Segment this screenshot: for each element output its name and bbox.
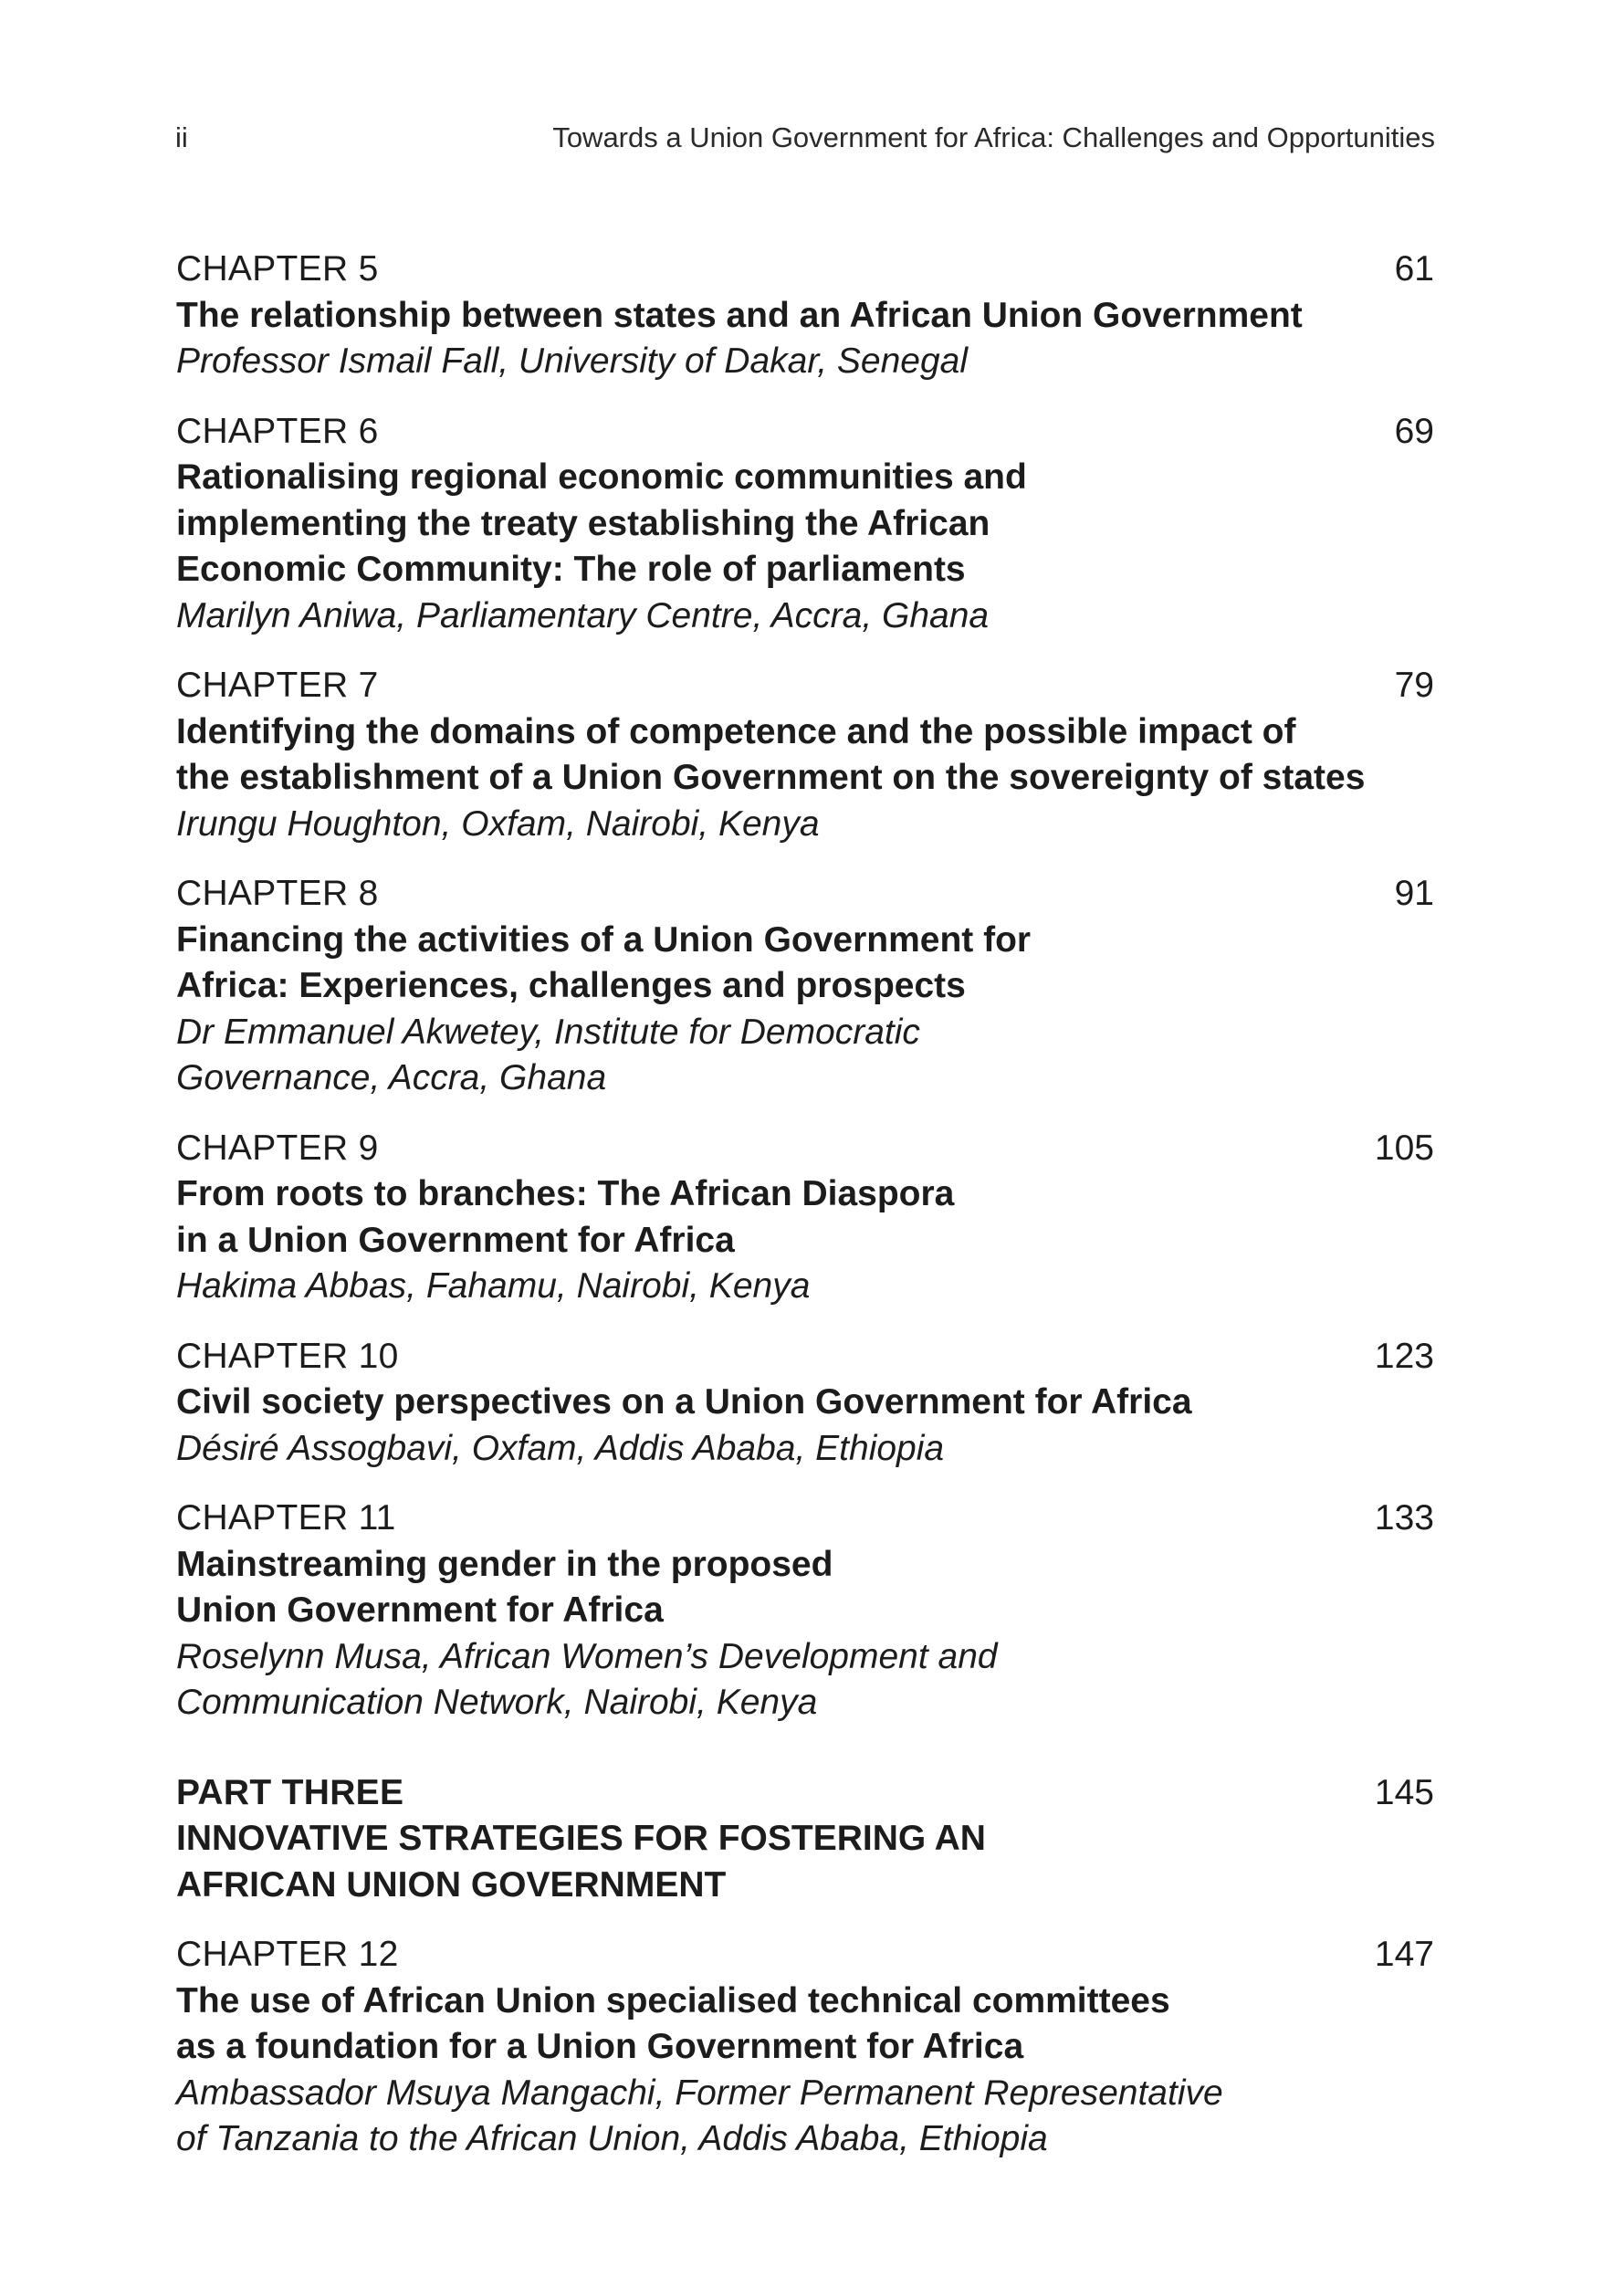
chapter-author-line: Roselynn Musa, African Women’s Development and bbox=[176, 1636, 998, 1676]
page-number: 123 bbox=[1374, 1336, 1434, 1376]
chapter-label: CHAPTER 6 bbox=[176, 411, 379, 451]
chapter-title-line: The use of African Union specialised technical committees bbox=[176, 1980, 1170, 2020]
page-number: 69 bbox=[1394, 411, 1434, 451]
chapter-title-line: the establishment of a Union Government on the sovereignty of states bbox=[176, 758, 1366, 797]
page-number: 147 bbox=[1374, 1935, 1434, 1974]
toc-chapter-entry bbox=[176, 1932, 1434, 2163]
toc-chapter-entry bbox=[176, 1334, 1434, 1473]
chapter-title-line: Mainstreaming gender in the proposed bbox=[176, 1544, 833, 1584]
page-number: 61 bbox=[1394, 249, 1434, 289]
chapter-label: CHAPTER 5 bbox=[176, 249, 379, 289]
toc-chapter-entry bbox=[176, 663, 1434, 847]
chapter-author-line: Ambassador Msuya Mangachi, Former Permanent Representative bbox=[176, 2073, 1223, 2113]
chapter-author-line: Dr Emmanuel Akwetey, Institute for Democratic bbox=[176, 1012, 920, 1052]
chapter-author-line: of Tanzania to the African Union, Addis Ababa, Ethiopia bbox=[176, 2119, 1048, 2158]
toc-part-entry bbox=[176, 1770, 1434, 1909]
chapter-label: CHAPTER 7 bbox=[176, 666, 379, 705]
chapter-author-line: Governance, Accra, Ghana bbox=[176, 1058, 607, 1097]
chapter-label: CHAPTER 12 bbox=[176, 1935, 399, 1974]
toc-chapter-entry bbox=[176, 1496, 1434, 1726]
chapter-title-line: Africa: Experiences, challenges and prospects bbox=[176, 966, 966, 1005]
chapter-title-line: implementing the treaty establishing the African bbox=[176, 503, 990, 543]
chapter-author-line: Communication Network, Nairobi, Kenya bbox=[176, 1683, 818, 1722]
chapter-title-line: The relationship between states and an African Union Government bbox=[176, 295, 1303, 335]
table-of-contents bbox=[176, 247, 1434, 2187]
toc-chapter-entry bbox=[176, 409, 1434, 640]
page-number: 105 bbox=[1374, 1128, 1434, 1168]
part-title-line: INNOVATIVE STRATEGIES FOR FOSTERING AN bbox=[176, 1819, 986, 1858]
page-number: 145 bbox=[1374, 1772, 1434, 1812]
chapter-label: CHAPTER 9 bbox=[176, 1128, 379, 1168]
chapter-label: CHAPTER 8 bbox=[176, 874, 379, 913]
chapter-title-line: Identifying the domains of competence and the possible impact of bbox=[176, 711, 1296, 751]
page-number: 133 bbox=[1374, 1498, 1434, 1538]
chapter-author-line: Désiré Assogbavi, Oxfam, Addis Ababa, Ethiopia bbox=[176, 1428, 945, 1468]
running-head-title: Towards a Union Government for Africa: Challenges and Opportunities bbox=[552, 121, 1435, 153]
chapter-author-line: Marilyn Aniwa, Parliamentary Centre, Accra, Ghana bbox=[176, 595, 990, 635]
chapter-title-line: Economic Community: The role of parliaments bbox=[176, 550, 966, 589]
chapter-label: CHAPTER 10 bbox=[176, 1336, 399, 1376]
toc-chapter-entry bbox=[176, 1126, 1434, 1310]
toc-chapter-entry bbox=[176, 247, 1434, 385]
chapter-author-line: Irungu Houghton, Oxfam, Nairobi, Kenya bbox=[176, 803, 820, 844]
page-number: 79 bbox=[1394, 666, 1434, 705]
chapter-title-line: in a Union Government for Africa bbox=[176, 1220, 735, 1260]
chapter-title-line: Rationalising regional economic communities and bbox=[176, 457, 1027, 497]
chapter-author-line: Professor Ismail Fall, University of Dakar, Senegal bbox=[176, 341, 968, 381]
chapter-title-line: Financing the activities of a Union Government for bbox=[176, 919, 1032, 960]
chapter-title-line: Civil society perspectives on a Union Government for Africa bbox=[176, 1382, 1192, 1422]
chapter-title-line: as a foundation for a Union Government for Africa bbox=[176, 2027, 1024, 2066]
page-folio: ii bbox=[175, 121, 188, 153]
chapter-title-line: Union Government for Africa bbox=[176, 1590, 664, 1630]
chapter-label: CHAPTER 11 bbox=[176, 1498, 396, 1538]
running-head bbox=[175, 117, 1435, 159]
chapter-author-line: Hakima Abbas, Fahamu, Nairobi, Kenya bbox=[176, 1266, 811, 1306]
toc-chapter-entry bbox=[176, 871, 1434, 1102]
part-label: PART THREE bbox=[176, 1772, 404, 1812]
chapter-title-line: From roots to branches: The African Diaspora bbox=[176, 1174, 955, 1213]
page-number: 91 bbox=[1394, 874, 1434, 913]
part-title-line: AFRICAN UNION GOVERNMENT bbox=[176, 1864, 727, 1905]
